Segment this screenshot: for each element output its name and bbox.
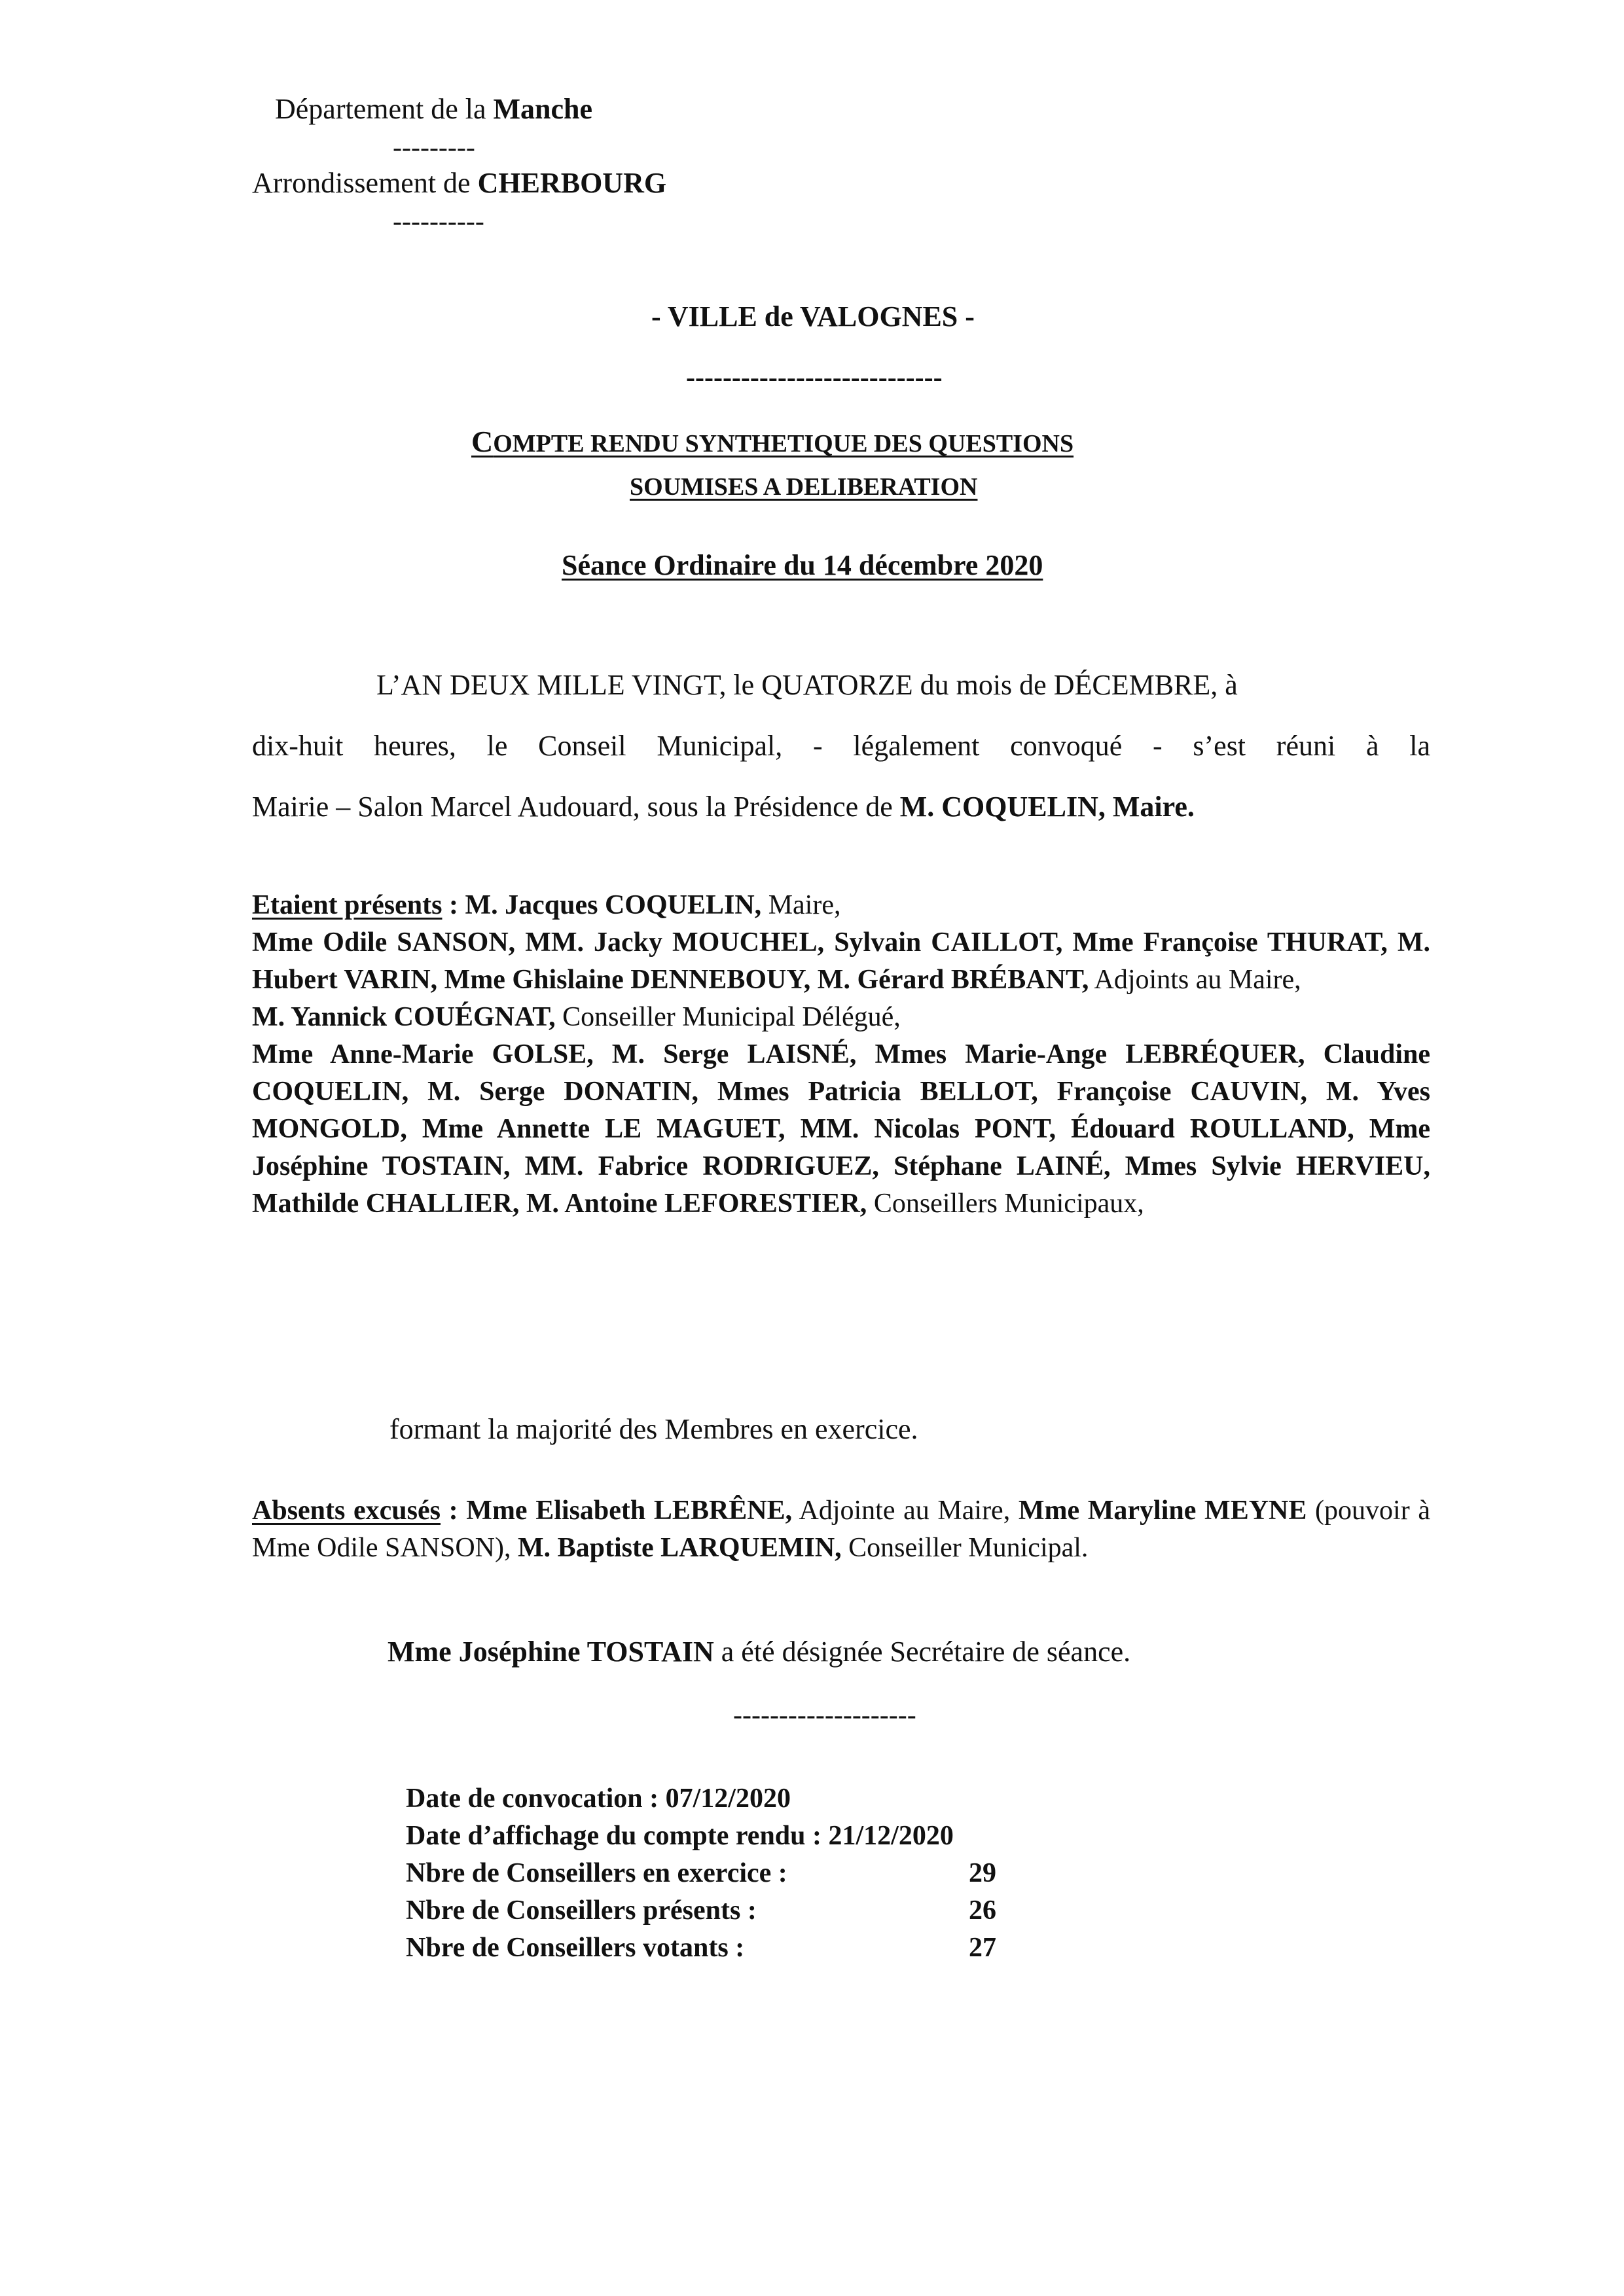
maire-name: M. Jacques COQUELIN, — [465, 890, 762, 920]
ville-title: - VILLE de VALOGNES - — [651, 300, 975, 332]
stat-votants — [406, 1929, 996, 1967]
department-prefix: Département de la — [275, 93, 486, 125]
presents-label: Etaient présents — [252, 890, 442, 920]
stat-votants-value: 27 — [969, 1933, 996, 1963]
intro-line-1: L’AN DEUX MILLE VINGT, le QUATORZE du mois de DÉCEMBRE, à — [376, 669, 1238, 701]
absent-2-name: Mme Maryline MEYNE — [1010, 1496, 1307, 1526]
stat-exercice — [406, 1855, 996, 1892]
secretaire-line — [388, 1638, 1130, 1666]
arrondissement-prefix: Arrondissement de — [252, 167, 471, 199]
stat-convocation: Date de convocation : 07/12/2020 — [406, 1784, 791, 1814]
absents-label: Absents excusés — [252, 1496, 441, 1526]
end-rule: -------------------- — [733, 1700, 916, 1731]
intro-paragraph — [252, 655, 1430, 837]
seance-title: Séance Ordinaire du 14 décembre 2020 — [562, 549, 1043, 581]
stats-block — [406, 1780, 996, 1967]
absent-1-role: Adjointe au Maire, — [792, 1496, 1011, 1526]
adjoints-names: Mme Odile SANSON, MM. Jacky MOUCHEL, Sylvain CAILLOT, Mme Françoise THURAT, M. Hubert VARIN, Mme Ghislaine DENNEBOUY, M. Gérard BRÉBANT, — [252, 927, 1430, 995]
compte-rendu-title-line2: SOUMISES A DELIBERATION — [630, 473, 978, 501]
presents-adjoints — [252, 924, 1430, 999]
majorite-line: formant la majorité des Membres en exercice. — [389, 1413, 918, 1445]
compte-rendu-rest: OMPTE RENDU SYNTHETIQUE DES QUESTIONS — [493, 430, 1074, 457]
adjoints-role: Adjoints au Maire, — [1089, 965, 1301, 995]
department-line — [275, 95, 592, 124]
compte-rendu-initial: C — [471, 425, 494, 458]
presents-block — [252, 887, 1430, 1223]
presents-conseillers — [252, 1036, 1430, 1223]
absent-3-role: Conseiller Municipal. — [841, 1533, 1089, 1563]
compte-rendu-title-line1 — [471, 424, 1074, 459]
secretaire-rest: a été désignée Secrétaire de séance. — [713, 1636, 1131, 1668]
stat-affichage: Date d’affichage du compte rendu : 21/12/2020 — [406, 1821, 954, 1851]
conseillers-names: Mme Anne-Marie GOLSE, M. Serge LAISNÉ, Mmes Marie-Ange LEBRÉQUER, Claudine COQUELIN, M. Serge DONATIN, Mmes Patricia BELLOT, Françoise CAUVIN, M. Yves MONGOLD, Mme Annette LE MAGUET, MM. Nicolas PONT, Édouard ROULLAND, Mme Joséphine TOSTAIN, MM. Fabrice RODRIGUEZ, Stéphane LAINÉ, Mmes Sylvie HERVIEU, Mathilde CHALLIER, M. Antoine LEFORESTIER, — [252, 1039, 1430, 1219]
presents-maire-line — [252, 887, 1430, 924]
department-name: Manche — [493, 93, 593, 125]
maire-role: Maire, — [761, 890, 841, 920]
absent-1-name: Mme Elisabeth LEBRÊNE, — [466, 1496, 793, 1526]
arrondissement-line — [252, 169, 666, 198]
absent-3-name: M. Baptiste LARQUEMIN, — [511, 1533, 842, 1563]
presents-colon: : — [442, 890, 465, 920]
intro-line-3-bold: M. COQUELIN, Maire. — [899, 791, 1195, 823]
stat-presents-value: 26 — [969, 1895, 996, 1926]
intro-line-3 — [252, 776, 1430, 837]
header-separator-1: --------- — [393, 133, 475, 163]
absent-2-note: (pouvoir à Mme Odile SANSON), — [252, 1496, 1430, 1563]
delegue-name: M. Yannick COUÉGNAT, — [252, 1002, 556, 1032]
intro-line-2: dix-huit heures, le Conseil Municipal, - légalement convoqué - s’est réuni à la — [252, 730, 1430, 762]
stat-exercice-label: Nbre de Conseillers en exercice : — [406, 1858, 787, 1888]
intro-line-3-prefix: Mairie – Salon Marcel Audouard, sous la Présidence de — [252, 791, 893, 823]
absents-colon: : — [441, 1496, 467, 1526]
stat-presents — [406, 1892, 996, 1929]
secretaire-name: Mme Joséphine TOSTAIN — [388, 1636, 714, 1668]
conseillers-role: Conseillers Municipaux, — [867, 1189, 1144, 1219]
arrondissement-name: CHERBOURG — [477, 167, 667, 199]
presents-delegue — [252, 999, 1430, 1036]
absents-block — [252, 1492, 1430, 1567]
stat-presents-label: Nbre de Conseillers présents : — [406, 1895, 757, 1926]
stat-exercice-value: 29 — [969, 1858, 996, 1888]
stat-votants-label: Nbre de Conseillers votants : — [406, 1933, 745, 1963]
header-separator-2: ---------- — [393, 207, 484, 237]
delegue-role: Conseiller Municipal Délégué, — [555, 1002, 901, 1032]
ville-rule: ---------------------------- — [686, 363, 943, 393]
